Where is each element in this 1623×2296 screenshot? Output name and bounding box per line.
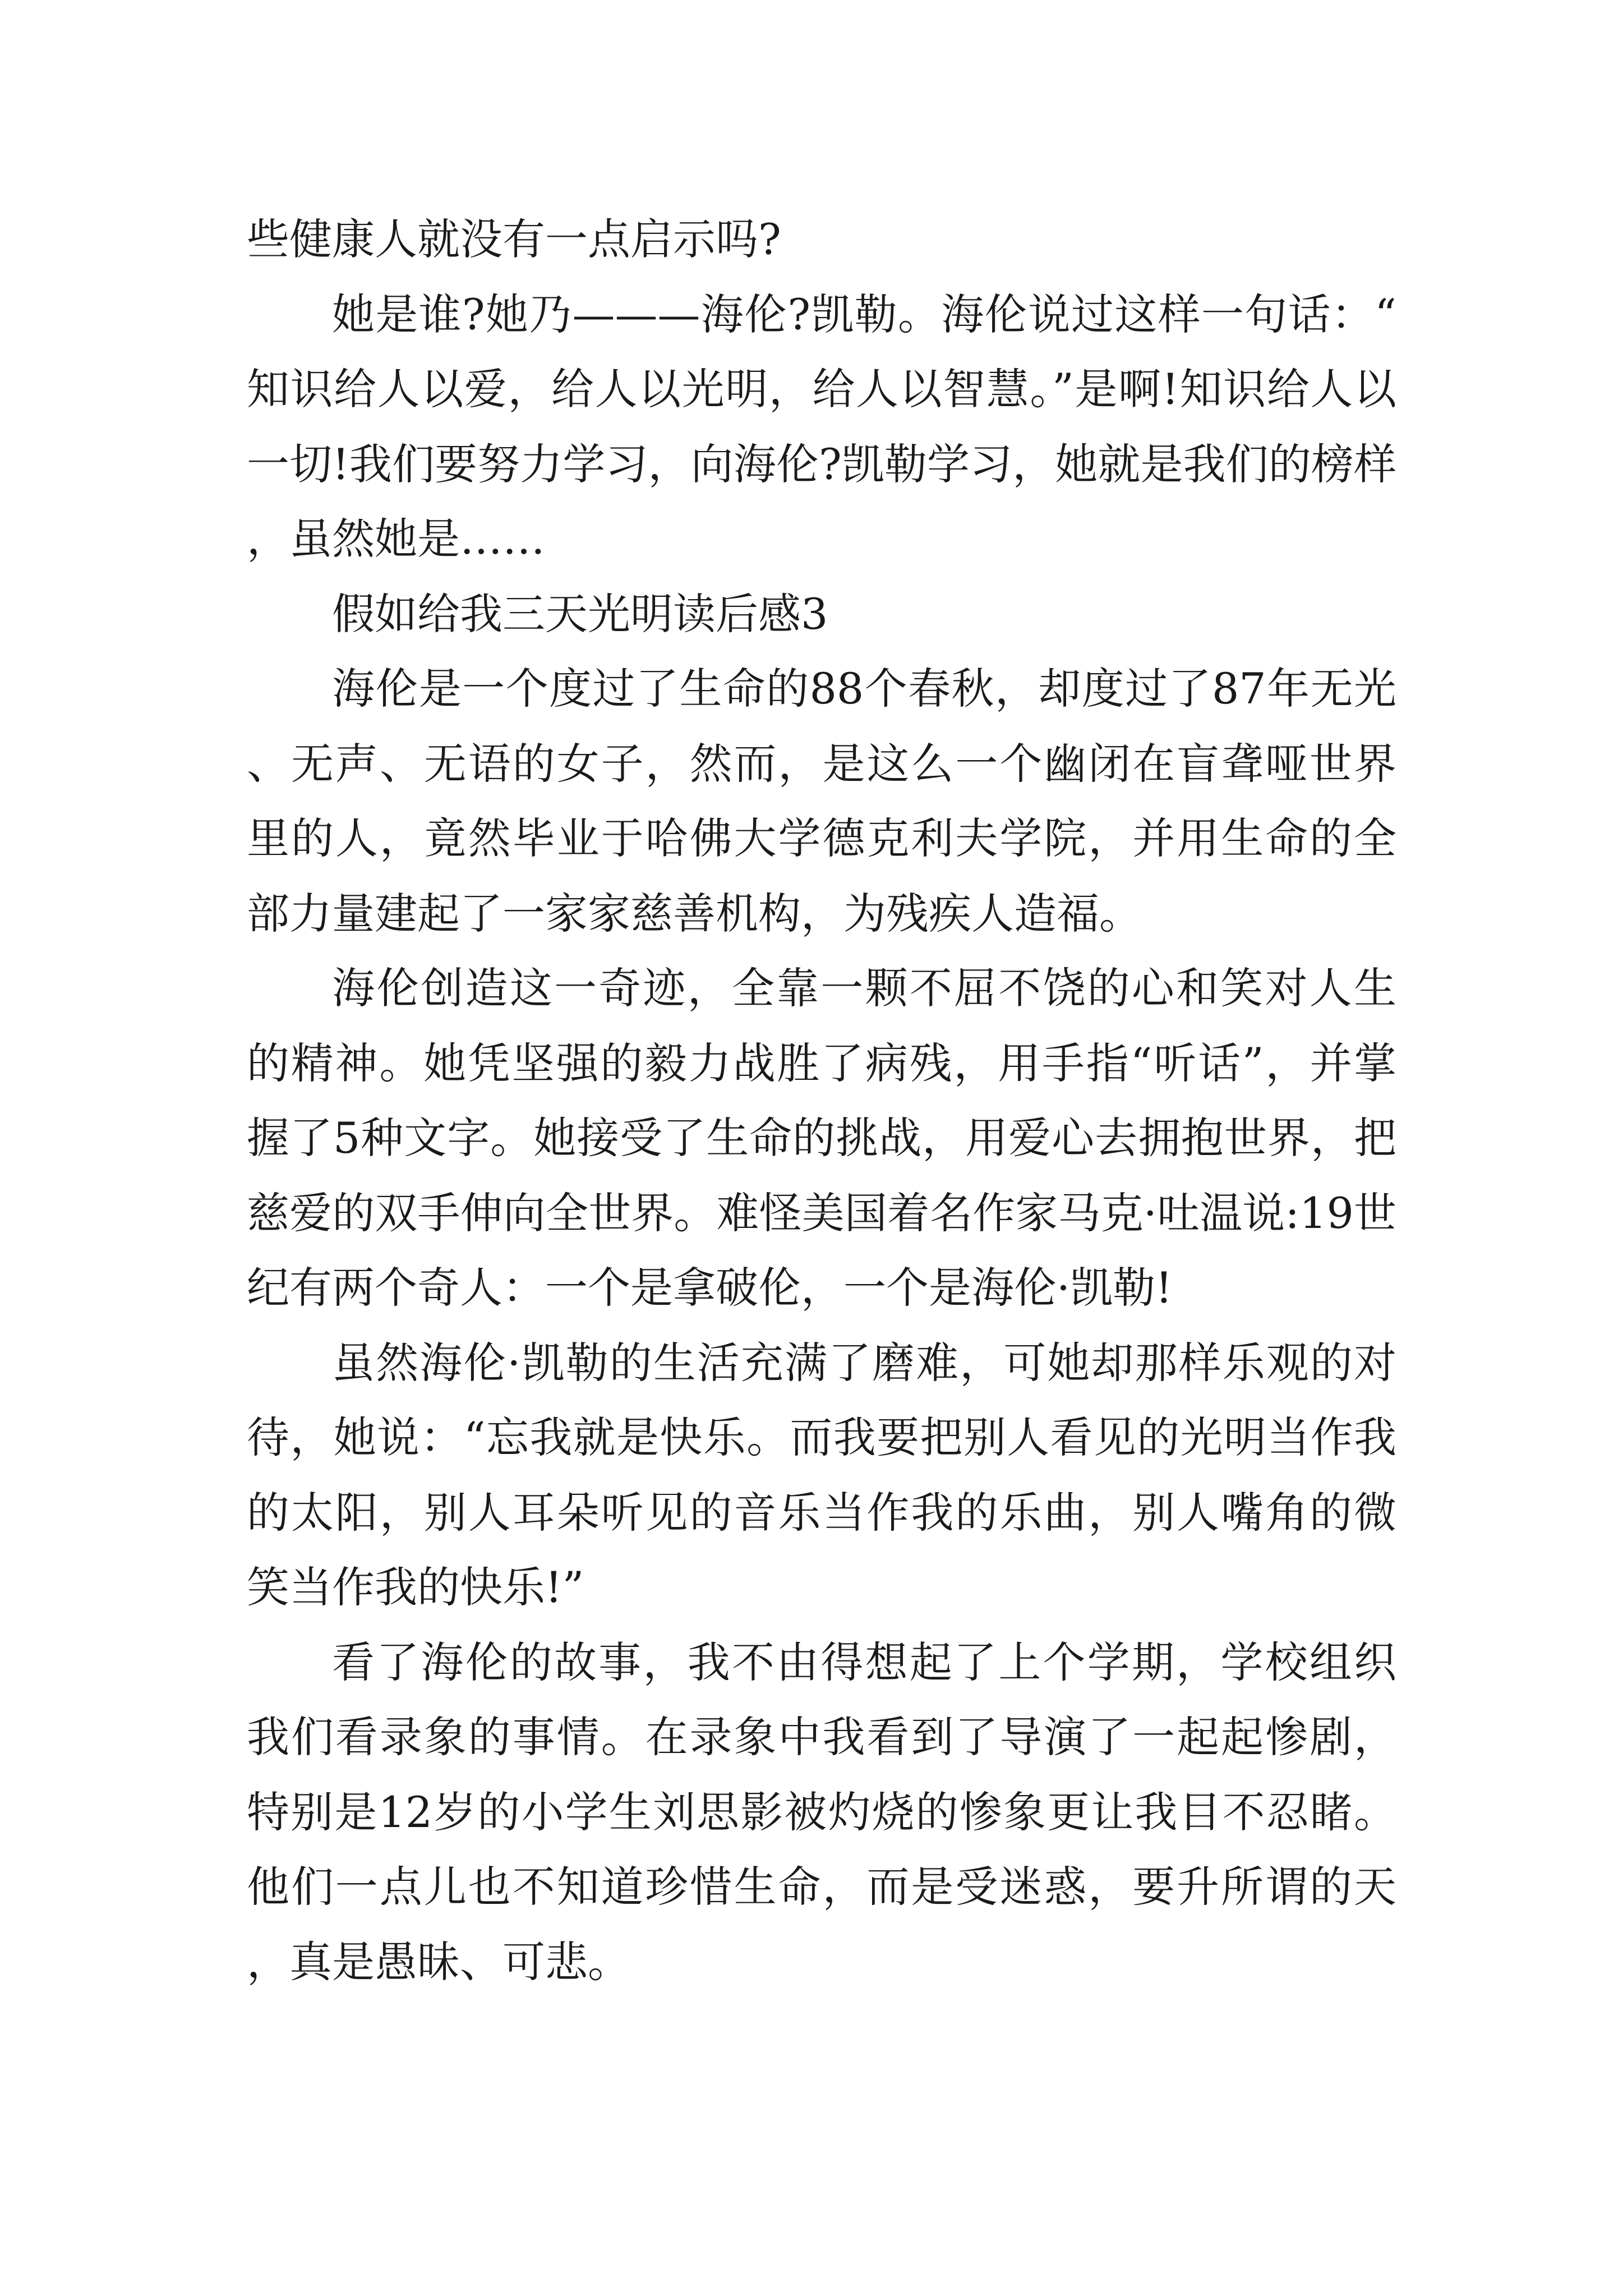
paragraph-helen-life: 海伦是一个度过了生命的88个春秋，却度过了87年无光、无声、无语的女子，然而，是这么一个幽闭在盲聋哑世界里的人，竟然毕业于哈佛大学德克利夫学院，并用生命的全部力量建起了一家家慈善机构，为残疾人造福。 [247, 664, 1396, 938]
paragraph-helen-optimism: 虽然海伦·凯勒的生活充满了磨难，可她却那样乐观的对待，她说：“忘我就是快乐。而我要把别人看见的光明当作我的太阳，别人耳朵听见的音乐当作我的乐曲，别人嘴角的微笑当作我的快乐!” [247, 1337, 1396, 1612]
paragraph-reflection: 看了海伦的故事，我不由得想起了上个学期，学校组织我们看录象的事情。在录象中我看到了导演了一起起惨剧，特别是12岁的小学生刘思影被灼烧的惨象更让我目不忍睹。他们一点儿也不知道珍惜生命，而是受迷惑，要升所谓的天，真是愚昧、可悲。 [247, 1637, 1396, 1987]
section-heading: 假如给我三天光明读后感3 [332, 588, 828, 639]
document-body [247, 202, 1396, 1999]
paragraph-helen-miracle: 海伦创造这一奇迹，全靠一颗不屈不饶的心和笑对人生的精神。她凭坚强的毅力战胜了病残，用手指“听话”，并掌握了5种文字。她接受了生命的挑战，用爱心去拥抱世界，把慈爱的双手伸向全世界。难怪美国着名作家马克·吐温说:19世纪有两个奇人：一个是拿破伦，一个是海伦·凯勒! [247, 963, 1396, 1313]
paragraph-continuation: 些健康人就没有一点启示吗? [247, 214, 781, 264]
paragraph-helen-quote: 她是谁?她乃———海伦?凯勒。海伦说过这样一句话：“知识给人以爱，给人以光明，给人以智慧。”是啊!知识给人以一切!我们要努力学习，向海伦?凯勒学习，她就是我们的榜样，虽然她是…… [247, 289, 1396, 564]
